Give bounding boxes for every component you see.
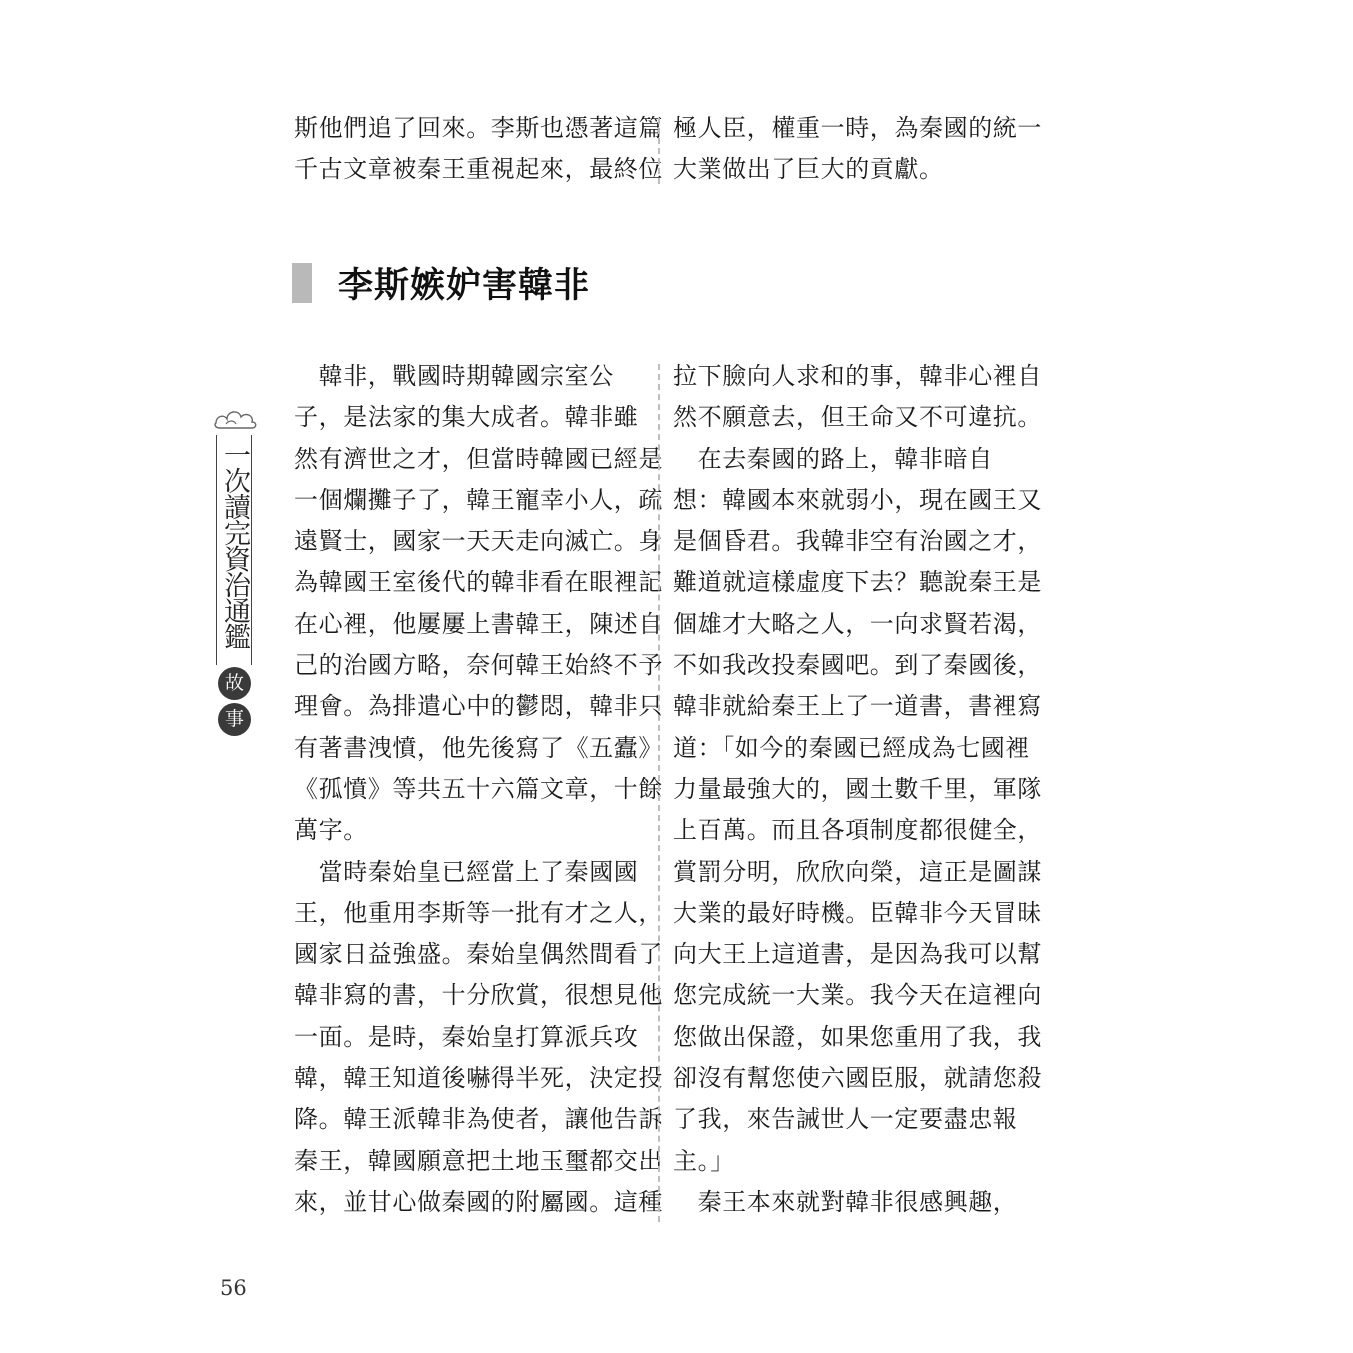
circle-char: 故 <box>218 667 251 700</box>
text-line: 然有濟世之才，但當時韓國已經是 <box>294 444 663 473</box>
text-line: 大業的最好時機。臣韓非今天冒昧 <box>673 898 1042 927</box>
text-line: 一面。是時，秦始皇打算派兵攻 <box>294 1022 639 1051</box>
text-line: 韓非寫的書，十分欣賞，很想見他 <box>294 981 663 1010</box>
text-line: 大業做出了巨大的貢獻。 <box>673 155 944 184</box>
text-line: 在去秦國的路上，韓非暗自 <box>673 444 993 473</box>
text-line: 有著書洩憤，他先後寫了《五蠹》 <box>294 733 663 762</box>
column-divider <box>658 118 660 184</box>
text-line: 遠賢士，國家一天天走向滅亡。身 <box>294 527 663 556</box>
top-left-column <box>294 108 663 191</box>
text-line: 為韓國王室後代的韓非看在眼裡記 <box>294 568 663 597</box>
text-line: 一個爛攤子了，韓王寵幸小人，疏 <box>294 485 663 514</box>
text-line: 理會。為排遣心中的鬱悶，韓非只 <box>294 692 663 721</box>
text-line: 賞罰分明，欣欣向榮，這正是圖謀 <box>673 857 1042 886</box>
text-line: 上百萬。而且各項制度都很健全， <box>673 816 1042 845</box>
text-line: 萬字。 <box>294 816 368 845</box>
text-line: 不如我改投秦國吧。到了秦國後， <box>673 651 1042 680</box>
text-line: 千古文章被秦王重視起來，最終位 <box>294 155 663 184</box>
body-right-column <box>673 356 1042 1223</box>
text-line: 道：「如今的秦國已經成為七國裡 <box>673 733 1030 762</box>
text-line: 然不願意去，但王命又不可違抗。 <box>673 403 1042 432</box>
heading-bar <box>292 263 312 303</box>
text-line: 當時秦始皇已經當上了秦國國 <box>294 857 639 886</box>
text-line: 向大王上這道書，是因為我可以幫 <box>673 940 1042 969</box>
text-line: 卻沒有幫您使六國臣服，就請您殺 <box>673 1064 1042 1093</box>
circle-char: 事 <box>218 703 251 736</box>
text-line: 拉下臉向人求和的事，韓非心裡自 <box>673 362 1042 390</box>
text-line: 個雄才大略之人，一向求賢若渴， <box>673 609 1042 638</box>
text-line: 斯他們追了回來。李斯也憑著這篇 <box>294 114 663 142</box>
text-line: 您完成統一大業。我今天在這裡向 <box>673 981 1042 1010</box>
text-line: 主。」 <box>673 1146 735 1175</box>
text-line: 了我，來告誡世人一定要盡忠報 <box>673 1105 1018 1134</box>
column-divider <box>658 364 660 1222</box>
text-line: 秦王本來就對韓非很感興趣， <box>673 1187 1018 1216</box>
text-line: 力量最強大的，國土數千里，軍隊 <box>673 774 1042 803</box>
text-line: 極人臣，權重一時，為秦國的統一 <box>673 114 1042 142</box>
text-line: 王，他重用李斯等一批有才之人， <box>294 898 663 927</box>
text-line: 國家日益強盛。秦始皇偶然間看了 <box>294 940 663 969</box>
text-line: 在心裡，他屢屢上書韓王，陳述自 <box>294 609 663 638</box>
text-line: 秦王，韓國願意把土地玉璽都交出 <box>294 1146 663 1175</box>
page-number: 56 <box>220 1276 247 1300</box>
book-side-title <box>208 405 260 730</box>
top-right-column <box>673 108 1042 191</box>
text-line: 己的治國方略，奈何韓王始終不予 <box>294 651 663 680</box>
cloud-ornament-icon <box>212 405 258 433</box>
text-line: 降。韓王派韓非為使者，讓他告訴 <box>294 1105 663 1134</box>
text-line: 是個昏君。我韓非空有治國之才， <box>673 527 1042 556</box>
text-line: 子，是法家的集大成者。韓非雖 <box>294 403 639 432</box>
book-title-vertical: 一次讀完資治通鑑 <box>219 441 250 649</box>
text-line: 《孤憤》等共五十六篇文章，十餘 <box>294 774 663 803</box>
text-line: 韓非，戰國時期韓國宗室公 <box>294 362 614 390</box>
text-line: 難道就這樣虛度下去？聽說秦王是 <box>673 568 1042 597</box>
section-heading <box>292 262 590 304</box>
text-line: 韓，韓王知道後嚇得半死，決定投 <box>294 1064 663 1093</box>
text-line: 來，並甘心做秦國的附屬國。這種 <box>294 1187 663 1216</box>
text-line: 想：韓國本來就弱小，現在國王又 <box>673 485 1042 514</box>
body-left-column <box>294 356 663 1223</box>
text-line: 您做出保證，如果您重用了我，我 <box>673 1022 1042 1051</box>
section-title: 李斯嫉妒害韓非 <box>338 266 591 306</box>
text-line: 韓非就給秦王上了一道書，書裡寫 <box>673 692 1042 721</box>
